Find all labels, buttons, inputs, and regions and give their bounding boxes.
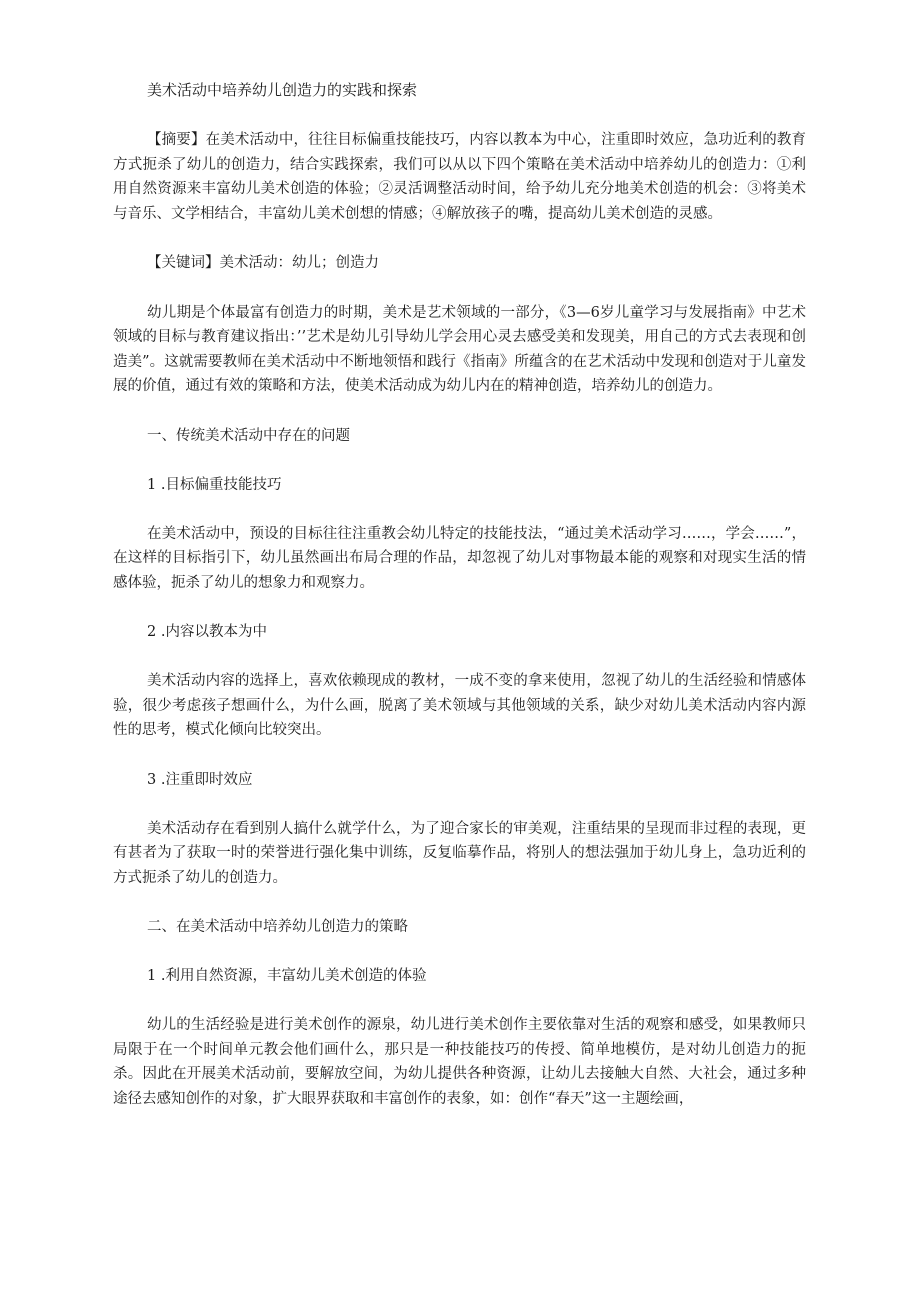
section-2-item-1-text: 幼儿的生活经验是进行美术创作的源泉，幼儿进行美术创作主要依靠对生活的观察和感受，如果教师只局限于在一个时间单元教会他们画什么，那只是一种技能技巧的传授、简单地模仿，是对幼儿创造力的扼杀。因此在开展美术活动前，要解放空间，为幼儿提供各种资源，让幼儿去接触大自然、大社会，通过多种途径去感知创作的对象，扩大眼界获取和丰富创作的表象，如：创作“春天”这一主题绘画， — [113, 1017, 806, 1107]
section-1-item-2-heading: 2 .内容以教本为中 — [147, 624, 267, 640]
section-1-item-3-heading: 3 .注重即时效应 — [147, 771, 253, 788]
section-1-item-2-text: 美术活动内容的选择上，喜欢依赖现成的教材，一成不变的拿来使用，忽视了幼儿的生活经验和情感体验，很少考虑孩子想画什么，为什么画，脱离了美术领域与其他领域的关系，缺少对幼儿美术活动内容内源性的思考，模式化倾向比较突出。 — [113, 673, 806, 738]
abstract-paragraph: 【摘要】在美术活动中，往往目标偏重技能技巧，内容以教本为中心，注重即时效应，急功近利的教育方式扼杀了幼儿的创造力，结合实践探索，我们可以从以下四个策略在美术活动中培养幼儿的创造力：①利用自然资源来丰富幼儿美术创造的体验；②灵活调整活动时间，给予幼儿充分地美术创造的机会：③将美术与音乐、文学相结合，丰富幼儿美术创想的情感；④解放孩子的嘴，提高幼儿美术创造的灵感。 — [113, 132, 806, 222]
document-title: 美术活动中培养幼儿创造力的实践和探索 — [147, 81, 418, 99]
section-1-heading: 一、传统美术活动中存在的问题 — [147, 427, 350, 444]
section-1-item-1-text: 在美术活动中，预设的目标往往注重教会幼儿特定的技能技法，“通过美术活动学习……，学会……”，在这样的目标指引下，幼儿虽然画出布局合理的作品，却忽视了幼儿对事物最本能的观察和对现实生活的情感体验，扼杀了幼儿的想象力和观察力。 — [113, 525, 806, 591]
intro-paragraph: 幼儿期是个体最富有创造力的时期，美术是艺术领域的一部分，《3—6岁儿童学习与发展指南》中艺术领域的目标与教育建议指出：’’艺术是幼儿引导幼儿学会用心灵去感受美和发现美，用自己的方式去表现和创造美”。这就需要教师在美术活动中不断地领悟和践行《指南》所蕴含的在艺术活动中发现和创造对于儿童发展的价值，通过有效的策略和方法，使美术活动成为幼儿内在的精神创造，培养幼儿的创造力。 — [113, 304, 806, 394]
section-2-heading: 二、在美术活动中培养幼儿创造力的策略 — [147, 919, 408, 935]
section-1-item-3-text: 美术活动存在看到别人搞什么就学什么，为了迎合家长的审美观，注重结果的呈现而非过程的表现，更有甚者为了获取一时的荣誉进行强化集中训练，反复临摹作品，将别人的想法强加于幼儿身上，急功近利的方式扼杀了幼儿的创造力。 — [113, 820, 806, 886]
keywords-paragraph: 【关键词】美术活动：幼儿；创造力 — [147, 255, 379, 271]
document-page — [113, 78, 806, 1111]
section-2-item-1-heading: 1 .利用自然资源，丰富幼儿美术创造的体验 — [147, 968, 427, 984]
section-1-item-1-heading: 1 .目标偏重技能技巧 — [147, 476, 282, 493]
